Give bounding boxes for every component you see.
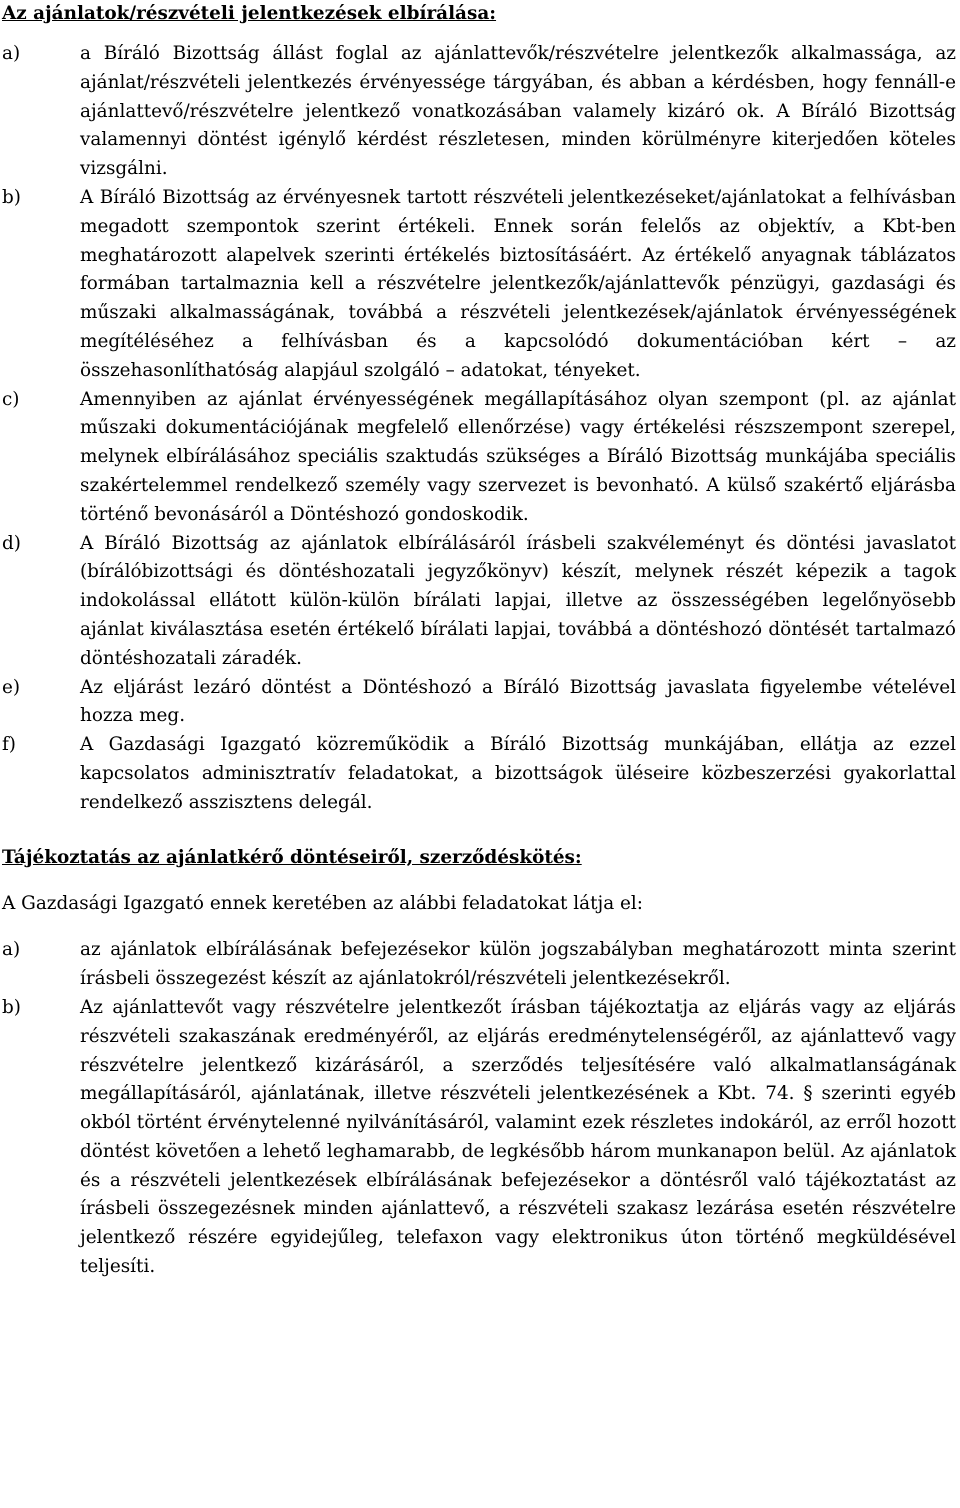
item-text: Az eljárást lezáró döntést a Döntéshozó a Bíráló Bizottság javaslata figyelembe vételével hozza meg. — [80, 676, 956, 727]
list-item — [2, 674, 956, 732]
item-marker: a) — [2, 939, 21, 961]
item-text: A Bíráló Bizottság az ajánlatok elbírálásáról írásbeli szakvéleményt és döntési javaslatot (bírálóbizottsági és döntéshozatali jegyzőkönyv) készít, melynek részét képezik a tagok indokolással ellátott külön-külön bírálati lapjai, illetve az összességében legelőnyösebb ajánlat kiválasztása esetén értékelő bírálati lapjai, továbbá a döntéshozó döntését tartalmazó döntéshozatali záradék. — [80, 532, 956, 669]
section-title: Tájékoztatás az ajánlatkérő döntéseiről, szerződéskötés: — [2, 846, 582, 868]
list-item — [2, 731, 956, 817]
item-marker: b) — [2, 186, 21, 208]
item-text: A Gazdasági Igazgató közreműködik a Bíráló Bizottság munkájában, ellátja az ezzel kapcsolatos adminisztratív feladatokat, a bizottságok üléseire közbeszerzési gyakorlattal rendelkező asszisztens delegál. — [80, 734, 956, 813]
item-marker: c) — [2, 388, 20, 410]
item-text: Az ajánlattevőt vagy részvételre jelentkezőt írásban tájékoztatja az eljárás vagy az eljárás részvételi szakaszának eredményéről, az eljárás eredménytelenségéről, az ajánlattevő vagy részvételre jelentkező kizárásáról, a szerződés teljesítésére való alkalmatlanságának megállapításáról, ajánlatának, illetve részvételi jelentkezésének a Kbt. 74. § szerinti egyéb okból történt érvénytelenné nyilvánításáról, valamint ezek részletes indokáról, az erről hozott döntést követően a lehető leghamarabb, de legkésőbb három munkanapon belül. Az ajánlatok és a részvételi jelentkezések elbírálásának befejezésekor a döntésről való tájékoztatást az írásbeli összegezésnek minden ajánlattevő, a részvételi szakasz lezárása esetén részvételre jelentkező részére egyidejűleg, telefaxon vagy elektronikus úton történő megküldésével teljesíti. — [80, 996, 956, 1278]
list-item — [2, 936, 956, 994]
item-marker: f) — [2, 734, 16, 756]
item-text: az ajánlatok elbírálásának befejezésekor külön jogszabályban meghatározott minta szerint írásbeli összegezést készít az ajánlatokról/részvételi jelentkezésekről. — [80, 939, 956, 990]
section-title: Az ajánlatok/részvételi jelentkezések elbírálása: — [2, 3, 497, 24]
list-item — [2, 386, 956, 530]
item-text: a Bíráló Bizottság állást foglal az ajánlattevők/részvételre jelentkezők alkalmassága, az ajánlat/részvételi jelentkezés érvényessége tárgyában, és abban a kérdésben, hogy fennáll-e ajánlattevő/részvételre jelentkező vonatkozásában valamely kizáró ok. A Bíráló Bizottság valamennyi döntést igénylő kérdést részletesen, minden körülményre kiterjedően köteles vizsgálni. — [80, 43, 956, 180]
item-text: Amennyiben az ajánlat érvényességének megállapításához olyan szempont (pl. az ajánlat műszaki dokumentációjának megfelelő ellenőrzése) vagy értékelési részszempont szerepel, melynek elbírálásához speciális szaktudás szükséges a Bíráló Bizottság munkájába speciális szakértelemmel rendelkező személy vagy szervezet is bevonható. A külső szakértő eljárásba történő bevonásáról a Döntéshozó gondoskodik. — [80, 388, 956, 525]
item-text: A Bíráló Bizottság az érvényesnek tartott részvételi jelentkezéseket/ajánlatokat a felhívásban megadott szempontok szerint értékeli. Ennek során felelős az objektív, a Kbt-ben meghatározott alapelvek szerinti értékelés biztosításáért. Az értékelő anyagnak táblázatos formában tartalmaznia kell a részvételre jelentkezők/ajánlattevők pénzügyi, gazdasági és műszaki alkalmasságának, továbbá a részvételi jelentkezések/ajánlatok érvényességének megítéléséhez a felhívásban és a kapcsolódó dokumentációban kért – az összehasonlíthatóság alapjául szolgáló – adatokat, tényeket. — [80, 186, 956, 381]
evaluation-list — [2, 40, 956, 818]
section-intro: A Gazdasági Igazgató ennek keretében az alábbi feladatokat látja el: — [2, 892, 643, 914]
list-item — [2, 40, 956, 184]
list-item — [2, 994, 956, 1282]
item-marker: e) — [2, 676, 21, 698]
item-marker: a) — [2, 43, 21, 64]
list-item — [2, 184, 956, 386]
list-item — [2, 530, 956, 674]
item-marker: b) — [2, 996, 21, 1018]
item-marker: d) — [2, 532, 21, 554]
notification-list — [2, 936, 956, 1282]
